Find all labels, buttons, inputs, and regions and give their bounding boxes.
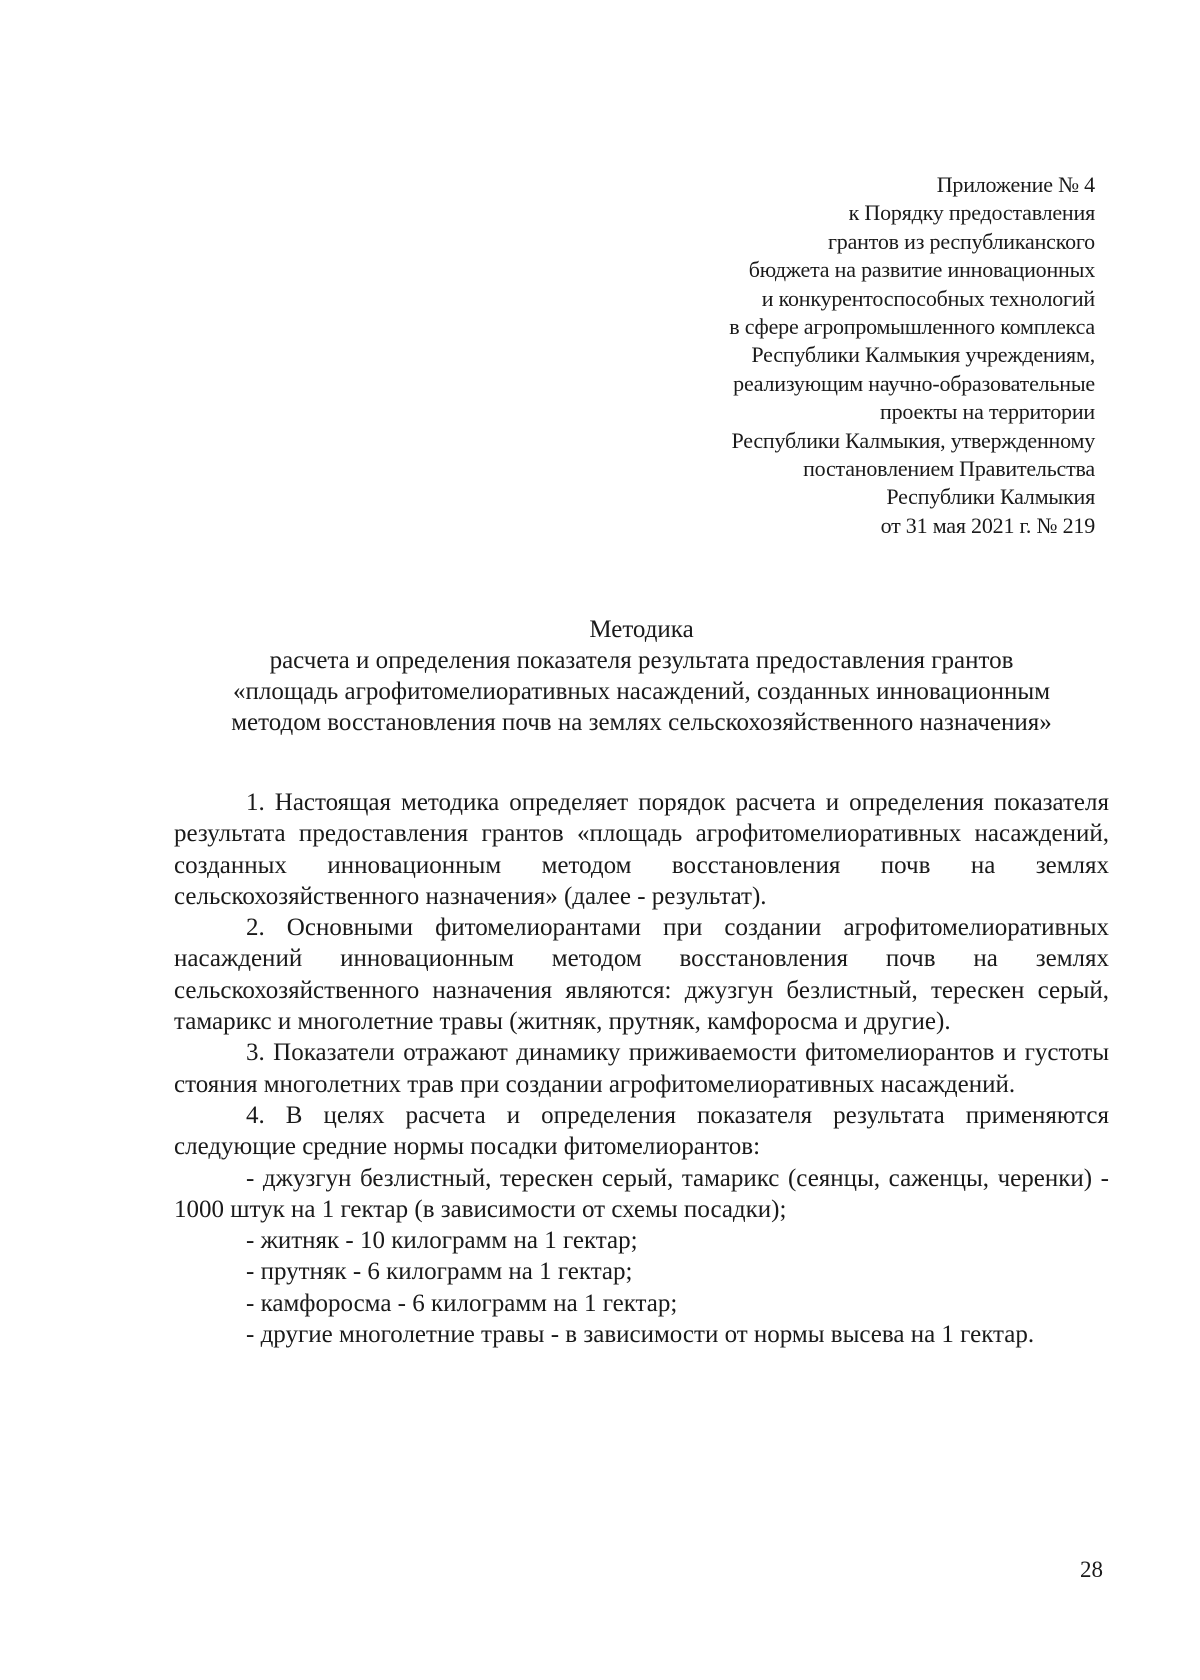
title-line: расчета и определения показателя результата предоставления грантов	[269, 647, 1014, 674]
list-item-zhitnyak: - житняк - 10 килограмм на 1 гектар;	[246, 1227, 638, 1255]
appendix-line: Республики Калмыкия	[886, 484, 1095, 510]
appendix-line: в сфере агропромышленного комплекса	[729, 314, 1095, 340]
list-item-other-grasses: - другие многолетние травы - в зависимости от нормы высева на 1 гектар.	[246, 1321, 1035, 1349]
title-heading: Методика	[589, 616, 694, 643]
paragraph-4: 4. В целях расчета и определения показателя результата применяются следующие средние нормы посадки фитомелиорантов:	[174, 1101, 1109, 1161]
appendix-line: проекты на территории	[880, 399, 1095, 425]
paragraph-3: 3. Показатели отражают динамику приживаемости фитомелиорантов и густоты стояния многолетних трав при создании агрофитомелиоративных насаждений.	[174, 1039, 1109, 1098]
appendix-header	[575, 171, 1095, 540]
appendix-line: и конкурентоспособных технологий	[761, 285, 1095, 311]
appendix-line: Республики Калмыкия учреждениям,	[751, 342, 1095, 368]
list-item-kamforosma: - камфоросма - 6 килограмм на 1 гектар;	[246, 1289, 678, 1317]
appendix-line: к Порядку предоставления	[848, 200, 1095, 226]
appendix-line: реализующим научно-образовательные	[733, 370, 1095, 396]
appendix-line: постановлением Правительства	[803, 456, 1095, 482]
appendix-line: от 31 мая 2021 г. № 219	[880, 512, 1095, 538]
appendix-line: Республики Калмыкия, утвержденному	[731, 427, 1095, 453]
appendix-line: Приложение № 4	[936, 172, 1095, 197]
paragraph-2: 2. Основными фитомелиорантами при создании агрофитомелиоративных насаждений инновационным методом восстановления почв на землях сельскохозяйственного назначения являются: джузгун безлистный, терескен серый, тамарикс и многолетние травы (житняк, прутняк, камфоросма и другие).	[174, 914, 1109, 1036]
appendix-line: бюджета на развитие инновационных	[748, 257, 1095, 283]
appendix-line: грантов из республиканского	[827, 228, 1095, 254]
list-item-seedlings: - джузгун безлистный, терескен серый, тамарикс (сеянцы, саженцы, черенки) - 1000 штук на 1 гектар (в зависимости от схемы посадки);	[174, 1164, 1109, 1223]
document-title	[174, 614, 1109, 738]
title-line: методом восстановления почв на землях сельскохозяйственного назначения»	[231, 709, 1052, 736]
title-line: «площадь агрофитомелиоративных насаждений, созданных инновационным	[232, 678, 1051, 705]
list-item-prutnyak: - прутняк - 6 килограмм на 1 гектар;	[246, 1258, 633, 1286]
document-body	[174, 787, 1109, 1350]
page-number: 28	[1080, 1557, 1103, 1582]
paragraph-1: 1. Настоящая методика определяет порядок расчета и определения показателя результата предоставления грантов «площадь агрофитомелиоративных насаждений, созданных инновационным методом восстановления почв на землях сельскохозяйственного назначения» (далее - результат).	[174, 789, 1109, 910]
